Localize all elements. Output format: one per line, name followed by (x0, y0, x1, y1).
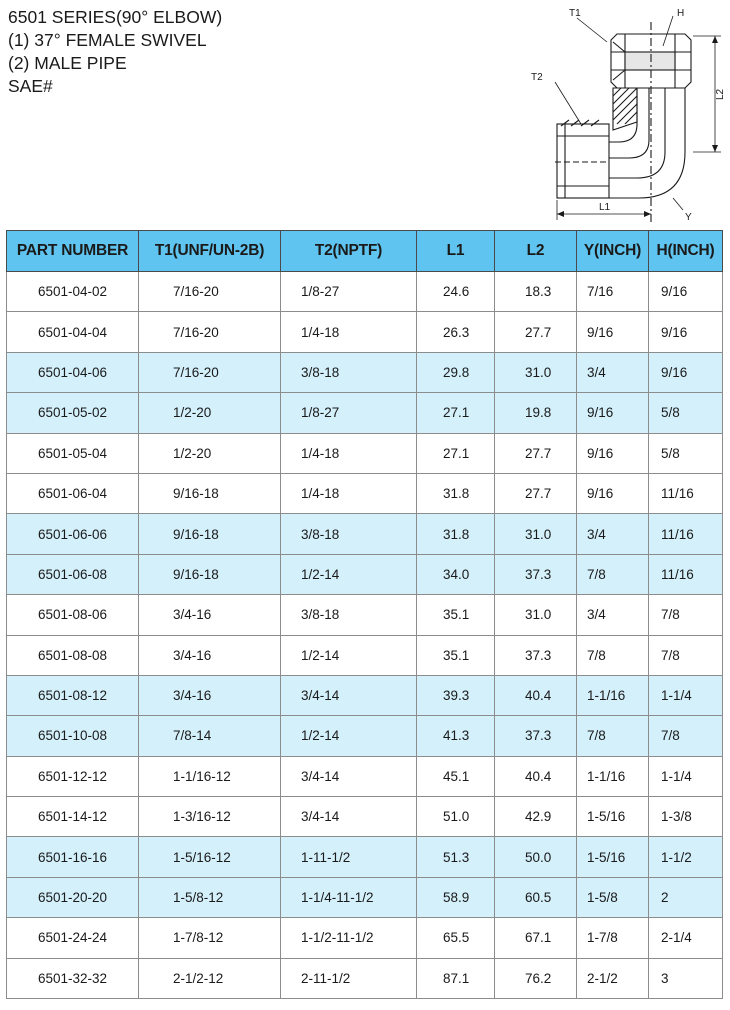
cell-h: 11/16 (649, 514, 723, 554)
cell-l2: 19.8 (495, 393, 577, 433)
cell-t1-thread: 9/16-18 (139, 473, 281, 513)
cell-t2-thread: 3/4-14 (281, 797, 417, 837)
cell-y: 7/8 (577, 554, 649, 594)
table-row (7, 918, 723, 958)
cell-t2-thread: 3/8-18 (281, 352, 417, 392)
cell-t1-thread: 7/16-20 (139, 272, 281, 312)
table-row (7, 473, 723, 513)
y-dimension-label: Y (685, 212, 692, 223)
cell-h: 2 (649, 877, 723, 917)
table-row (7, 635, 723, 675)
h-dimension-label: H (677, 8, 685, 19)
cell-l1: 31.8 (417, 514, 495, 554)
cell-y: 2-1/2 (577, 958, 649, 998)
cell-part-number: 6501-08-08 (7, 635, 139, 675)
cell-t2-thread: 1-11-1/2 (281, 837, 417, 877)
col-header-l1: L1 (417, 231, 495, 272)
cell-y: 3/4 (577, 595, 649, 635)
cell-l2: 42.9 (495, 797, 577, 837)
cell-t1-thread: 9/16-18 (139, 514, 281, 554)
cell-t1-thread: 9/16-18 (139, 554, 281, 594)
cell-t2-thread: 3/4-14 (281, 756, 417, 796)
table-row (7, 958, 723, 998)
cell-l2: 60.5 (495, 877, 577, 917)
l1-dimension-label: L1 (599, 202, 611, 213)
cell-l1: 34.0 (417, 554, 495, 594)
cell-t1-thread: 1-1/16-12 (139, 756, 281, 796)
series-header (8, 6, 222, 98)
cell-l2: 31.0 (495, 514, 577, 554)
cell-t2-thread: 1/8-27 (281, 393, 417, 433)
cell-h: 1-1/4 (649, 675, 723, 715)
cell-t1-thread: 7/16-20 (139, 352, 281, 392)
table-row (7, 877, 723, 917)
male-pipe-end-shape (555, 120, 609, 198)
cell-t2-thread: 1/8-27 (281, 272, 417, 312)
table-row (7, 393, 723, 433)
l2-dimension-label: L2 (715, 88, 726, 100)
cell-t2-thread: 1/4-18 (281, 473, 417, 513)
cell-y: 9/16 (577, 433, 649, 473)
cell-y: 1-7/8 (577, 918, 649, 958)
cell-h: 1-1/4 (649, 756, 723, 796)
cell-part-number: 6501-10-08 (7, 716, 139, 756)
table-body (7, 272, 723, 999)
cell-part-number: 6501-04-02 (7, 272, 139, 312)
table-row (7, 716, 723, 756)
series-title: 6501 SERIES(90° ELBOW) (8, 7, 223, 27)
cell-h: 3 (649, 958, 723, 998)
cell-h: 7/8 (649, 716, 723, 756)
cell-y: 1-5/16 (577, 837, 649, 877)
cell-y: 9/16 (577, 473, 649, 513)
cell-t2-thread: 2-11-1/2 (281, 958, 417, 998)
cell-h: 2-1/4 (649, 918, 723, 958)
cell-h: 1-1/2 (649, 837, 723, 877)
cell-part-number: 6501-32-32 (7, 958, 139, 998)
cell-part-number: 6501-06-04 (7, 473, 139, 513)
cell-t1-thread: 2-1/2-12 (139, 958, 281, 998)
col-header-y: Y(INCH) (577, 231, 649, 272)
cell-y: 7/8 (577, 716, 649, 756)
cell-t2-thread: 1-1/4-11-1/2 (281, 877, 417, 917)
specification-table-wrapper (6, 230, 722, 999)
table-row (7, 675, 723, 715)
cell-l1: 41.3 (417, 716, 495, 756)
cell-y: 3/4 (577, 514, 649, 554)
cell-t2-thread: 1/2-14 (281, 554, 417, 594)
cell-l1: 51.3 (417, 837, 495, 877)
cell-l2: 37.3 (495, 635, 577, 675)
cell-y: 9/16 (577, 312, 649, 352)
cell-l1: 27.1 (417, 433, 495, 473)
cell-t1-thread: 1/2-20 (139, 433, 281, 473)
cell-l2: 50.0 (495, 837, 577, 877)
cell-l1: 27.1 (417, 393, 495, 433)
cell-l2: 31.0 (495, 595, 577, 635)
cell-l2: 18.3 (495, 272, 577, 312)
t1-dimension-label: T1 (569, 8, 581, 19)
cell-t2-thread: 1/4-18 (281, 433, 417, 473)
cell-t1-thread: 7/8-14 (139, 716, 281, 756)
cell-y: 1-5/16 (577, 797, 649, 837)
table-row (7, 797, 723, 837)
col-header-t2: T2(NPTF) (281, 231, 417, 272)
cell-l1: 39.3 (417, 675, 495, 715)
cell-part-number: 6501-04-04 (7, 312, 139, 352)
cell-t1-thread: 1-3/16-12 (139, 797, 281, 837)
cell-y: 1-5/8 (577, 877, 649, 917)
cell-l2: 27.7 (495, 433, 577, 473)
cell-t1-thread: 1-7/8-12 (139, 918, 281, 958)
cell-l1: 51.0 (417, 797, 495, 837)
cell-l1: 31.8 (417, 473, 495, 513)
cell-t2-thread: 1/2-14 (281, 716, 417, 756)
cell-t1-thread: 1-5/8-12 (139, 877, 281, 917)
cell-part-number: 6501-05-02 (7, 393, 139, 433)
cell-h: 7/8 (649, 595, 723, 635)
table-row (7, 554, 723, 594)
cell-l1: 29.8 (417, 352, 495, 392)
cell-l1: 58.9 (417, 877, 495, 917)
cell-part-number: 6501-12-12 (7, 756, 139, 796)
cell-h: 7/8 (649, 635, 723, 675)
cell-y: 7/8 (577, 635, 649, 675)
cell-h: 11/16 (649, 473, 723, 513)
cell-t1-thread: 3/4-16 (139, 595, 281, 635)
cell-l2: 40.4 (495, 675, 577, 715)
cell-part-number: 6501-05-04 (7, 433, 139, 473)
cell-t2-thread: 1/4-18 (281, 312, 417, 352)
table-row (7, 595, 723, 635)
cell-l2: 27.7 (495, 312, 577, 352)
cell-t1-thread: 1-5/16-12 (139, 837, 281, 877)
cell-l2: 67.1 (495, 918, 577, 958)
cell-h: 1-3/8 (649, 797, 723, 837)
cell-y: 1-1/16 (577, 675, 649, 715)
cell-t2-thread: 3/4-14 (281, 675, 417, 715)
table-row (7, 352, 723, 392)
cell-y: 3/4 (577, 352, 649, 392)
cell-y: 1-1/16 (577, 756, 649, 796)
cell-t1-thread: 7/16-20 (139, 312, 281, 352)
table-row (7, 312, 723, 352)
cell-y: 9/16 (577, 393, 649, 433)
cell-l1: 35.1 (417, 595, 495, 635)
cell-l1: 87.1 (417, 958, 495, 998)
cell-t1-thread: 3/4-16 (139, 675, 281, 715)
table-row (7, 514, 723, 554)
cell-l1: 24.6 (417, 272, 495, 312)
cell-y: 7/16 (577, 272, 649, 312)
section-hatch (613, 88, 637, 130)
cell-part-number: 6501-04-06 (7, 352, 139, 392)
cell-t2-thread: 1-1/2-11-1/2 (281, 918, 417, 958)
elbow-fitting-diagram (525, 2, 730, 227)
cell-h: 5/8 (649, 433, 723, 473)
cell-l1: 35.1 (417, 635, 495, 675)
cell-l1: 65.5 (417, 918, 495, 958)
table-row (7, 837, 723, 877)
cell-h: 9/16 (649, 272, 723, 312)
col-header-h: H(INCH) (649, 231, 723, 272)
table-row (7, 433, 723, 473)
cell-part-number: 6501-16-16 (7, 837, 139, 877)
cell-l2: 40.4 (495, 756, 577, 796)
cell-h: 9/16 (649, 352, 723, 392)
specification-table (6, 230, 723, 999)
cell-t1-thread: 3/4-16 (139, 635, 281, 675)
cell-l1: 45.1 (417, 756, 495, 796)
cell-h: 11/16 (649, 554, 723, 594)
cell-l2: 37.3 (495, 554, 577, 594)
col-header-l2: L2 (495, 231, 577, 272)
cell-part-number: 6501-06-08 (7, 554, 139, 594)
cell-l2: 31.0 (495, 352, 577, 392)
table-header-row (7, 231, 723, 272)
cell-h: 9/16 (649, 312, 723, 352)
cell-part-number: 6501-08-12 (7, 675, 139, 715)
cell-l1: 26.3 (417, 312, 495, 352)
cell-part-number: 6501-20-20 (7, 877, 139, 917)
standard-label: SAE# (8, 76, 53, 96)
cell-t2-thread: 3/8-18 (281, 595, 417, 635)
cell-h: 5/8 (649, 393, 723, 433)
cell-t2-thread: 1/2-14 (281, 635, 417, 675)
cell-t1-thread: 1/2-20 (139, 393, 281, 433)
cell-l2: 37.3 (495, 716, 577, 756)
cell-part-number: 6501-24-24 (7, 918, 139, 958)
cell-part-number: 6501-08-06 (7, 595, 139, 635)
end-2-description: (2) MALE PIPE (8, 53, 127, 73)
table-row (7, 272, 723, 312)
cell-l2: 76.2 (495, 958, 577, 998)
cell-part-number: 6501-06-06 (7, 514, 139, 554)
col-header-t1: T1(UNF/UN-2B) (139, 231, 281, 272)
table-row (7, 756, 723, 796)
t2-dimension-label: T2 (531, 72, 543, 83)
cell-t2-thread: 3/8-18 (281, 514, 417, 554)
cell-part-number: 6501-14-12 (7, 797, 139, 837)
col-header-part-number: PART NUMBER (7, 231, 139, 272)
end-1-description: (1) 37° FEMALE SWIVEL (8, 30, 207, 50)
cell-l2: 27.7 (495, 473, 577, 513)
